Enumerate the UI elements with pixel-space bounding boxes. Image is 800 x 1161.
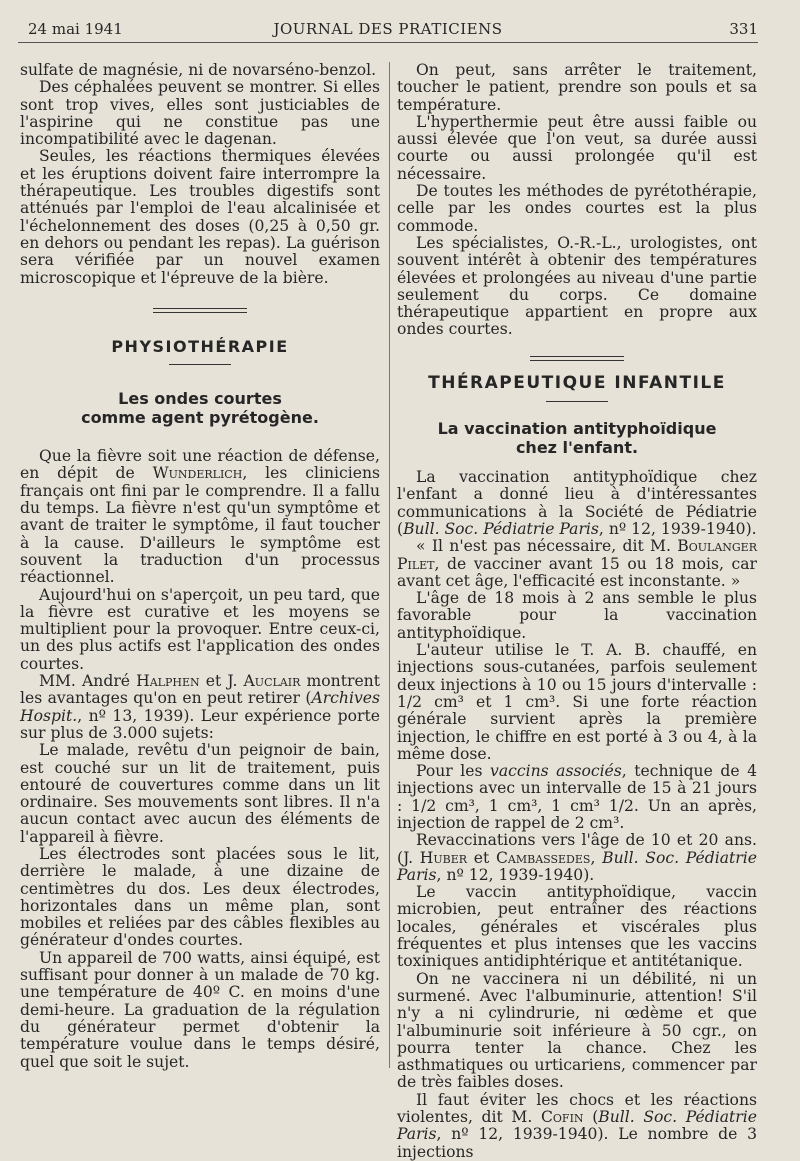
paragraph: Aujourd'hui on s'aperçoit, un peu tard, que la fièvre est curative et les moyens se multiplient pour la provoquer. Entre ceux-ci, un des plus actifs est l'application des ondes courtes. [20,585,380,673]
emphasis: vaccins associés [490,762,622,781]
author-name: Cofin [540,1108,584,1127]
header-journal-title: JOURNAL DES PRATICIENS [273,20,503,38]
paragraph: Il faut éviter les chocs et les réactions violentes, dit M. Cofin (Bull. Soc. Pédiatrie Paris, nº 12, 1939-1940). Le nombre de 3 injections [397,1090,757,1161]
paragraph: On peut, sans arrêter le traitement, toucher le patient, prendre son pouls et sa température. [397,61,757,114]
paragraph: Les électrodes sont placées sous le lit, derrière le malade, à une dizaine de centimètres du dos. Les deux électrodes, horizontales dans un même plan, sont mobiles et reliées par des câbles flexibles au générateur d'ondes courtes. [20,844,380,950]
author-name: Huber [419,848,468,867]
section-title: THÉRAPEUTIQUE INFANTILE [428,372,726,393]
article-title-line: comme agent pyrétogène. [81,408,319,428]
article-title-line: chez l'enfant. [515,438,639,458]
left-column [20,61,380,1071]
paragraph: De toutes les méthodes de pyrétothérapie, celle par les ondes courtes est la plus commode. [397,182,757,235]
paragraph: On ne vaccinera ni un débilité, ni un surmené. Avec l'albuminurie, attention! S'il n'y a ni cylindrurie, ni œdème et que l'albuminurie soit inférieure à 50 cgr., on pourra tenter la chance. Chez les asthmatiques ou urticariens, commencer par de très faibles doses. [397,969,757,1092]
section-title: PHYSIOTHÉRAPIE [111,336,289,356]
paragraph: Revaccinations vers l'âge de 10 et 20 ans. (J. Huber et Cambassedes, Bull. Soc. Pédiatrie Paris, nº 12, 1939-1940). [397,831,757,884]
citation-source: Bull. Soc. Pédiatrie Paris [397,848,757,884]
paragraph: Un appareil de 700 watts, ainsi équipé, est suffisant pour donner à un malade de 70 kg. une température de 40º C. en moins d'une demi-heure. La graduation de la régulation du générateur permet d'obtenir la température voulue dans le temps désiré, quel que soit le sujet. [20,948,380,1071]
paragraph: La vaccination antityphoïdique chez l'enfant a donné lieu à d'intéressantes communications à la Société de Pédiatrie (Bull. Soc. Pédiatrie Paris, nº 12, 1939-1940). [397,468,757,538]
paragraph: Le malade, revêtu d'un peignoir de bain, est couché sur un lit de traitement, puis entouré de couvertures comme dans un lit ordinaire. Ses mouvements sont libres. Il n'a aucun contact avec aucun des éléments de l'appareil à fièvre. [20,741,380,846]
author-name: Boulanger Pilet [397,537,757,573]
citation-source: Bull. Soc. Pédiatrie Paris [403,519,599,538]
citation-source: Archives Hospit. [20,689,380,725]
header-date: 24 mai 1941 [28,20,123,38]
paragraph: L'hyperthermie peut être aussi faible ou aussi élevée que l'on veut, sa durée aussi courte ou aussi prolongée qu'il est nécessaire. [397,112,757,183]
paragraph: L'auteur utilise le T. A. B. chauffé, en injections sous-cutanées, parfois seulement deux injections à 10 ou 15 jours d'intervalle : 1/2 cm³ et 1 cm³. Si une forte réaction générale survient après la première injection, le chiffre en est porté à 3 ou 4, à la même dose. [397,641,757,763]
paragraph: MM. André Halphen et J. Auclair montrent les avantages qu'on en peut retirer (Archives Hospit., nº 13, 1939). Leur expérience porte sur plus de 3.000 sujets: [20,672,380,742]
paragraph: Pour les vaccins associés, technique de 4 injections avec un intervalle de 15 à 21 jours : 1/2 cm³, 1 cm³, 1 cm³ 1/2. Un an après, injection de rappel de 2 cm³. [397,762,757,832]
paragraph: Des céphalées peuvent se montrer. Si elles sont trop vives, elles sont justiciables de l'aspirine qui ne constitue pas une incompatibilité avec le dagenan. [20,78,380,149]
paragraph: L'âge de 18 mois à 2 ans semble le plus favorable pour la vaccination antityphoïdique. [397,589,757,642]
citation-source: Bull. Soc. Pédiatrie Paris [397,1108,757,1144]
article-title [397,419,757,457]
author-name: Cambassedes [495,848,591,867]
column-divider [389,62,390,1068]
paragraph: Le vaccin antityphoïdique, vaccin microbien, peut entraîner des réactions locales, générales et viscérales plus fréquentes et plus intenses que les vaccins toxiniques antidiphtérique et antitétanique. [397,883,757,971]
paragraph: Les spécialistes, O.-R.-L., urologistes, ont souvent intérêt à obtenir des températures élevées et prolongées au niveau d'une partie seulement du corps. Ce domaine thérapeutique appartient en propre aux ondes courtes. [397,233,757,339]
paragraph: sulfate de magnésie, ni de novarséno-benzol. [20,61,377,79]
author-name: Auclair [243,672,301,691]
paragraph: « Il n'est pas nécessaire, dit M. Boulanger Pilet, de vacciner avant 15 ou 18 mois, car avant cet âge, l'efficacité est inconstante. » [397,537,757,590]
article-title-line: Les ondes courtes [118,389,282,409]
paragraph: Seules, les réactions thermiques élevées et les éruptions doivent faire interrompre la thérapeutique. Les troubles digestifs sont atténués par l'emploi de l'eau alcalinisée et l'échelonnement des doses (0,25 à 0,50 gr. en dehors ou pendant les repas). La guérison sera vérifiée par un nouvel examen microscopique et l'épreuve de la bière. [20,147,380,287]
right-column [397,61,757,1161]
running-header [18,16,758,43]
paragraph: Que la fièvre soit une réaction de défense, en dépit de Wunderlich, les cliniciens français ont fini par le comprendre. Il a fallu du temps. La fièvre n'est qu'un symptôme et avant de traiter le symptôme, il faut toucher à la cause. D'ailleurs le symptôme est souvent la traduction d'un processus réactionnel. [20,447,380,587]
author-name: Halphen [136,672,200,691]
article-title [20,389,380,427]
header-page-number: 331 [729,20,758,38]
author-name: Wunderlich [152,464,243,483]
article-title-line: La vaccination antityphoïdique [437,419,717,439]
